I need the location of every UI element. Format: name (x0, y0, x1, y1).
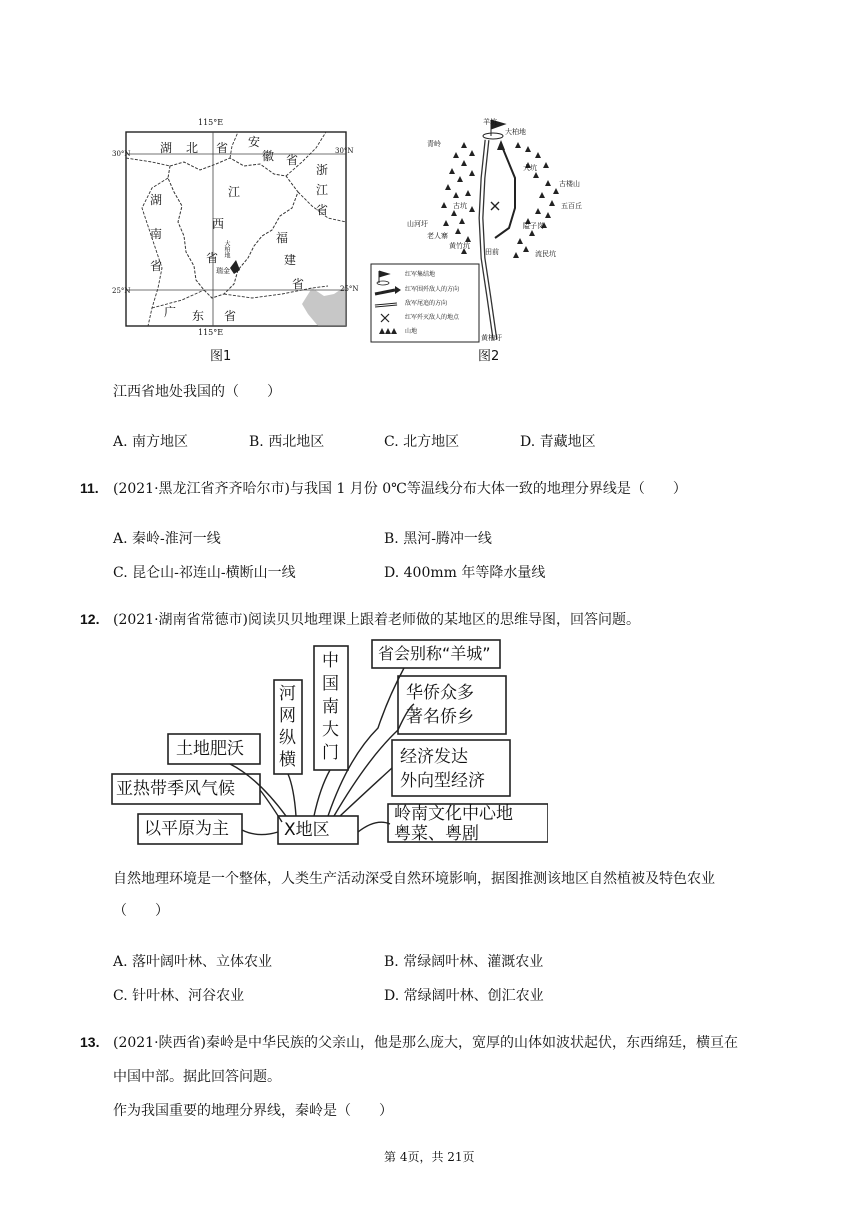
legend-mountain: 山地 (405, 328, 418, 335)
figure-1-caption: 图1 (210, 349, 232, 364)
q10-option-b[interactable]: B. 西北地区 (249, 434, 325, 450)
mm-center: X地区 (284, 820, 330, 840)
place-shanhexu: 山河圩 (407, 220, 428, 228)
figure-1-map (112, 118, 358, 344)
q13-number: 13. (80, 1034, 100, 1050)
label-hunan-3: 省 (150, 259, 163, 273)
place-liumin: 流民坑 (535, 250, 556, 258)
label-jiangxi-2: 西 (212, 217, 225, 231)
label-hubei-3: 省 (216, 141, 229, 155)
place-tianqian: 田前 (485, 248, 499, 256)
mm-right2-line1: 经济发达 (400, 747, 468, 767)
mm-vertical2-3: 南 (322, 697, 339, 717)
place-gukeng: 古坑 (453, 202, 467, 210)
q10-option-d[interactable]: D. 青藏地区 (520, 434, 596, 450)
mm-right3-line1: 岭南文化中心地 (394, 804, 513, 824)
mm-left-3: 以平原为主 (144, 819, 229, 839)
figure-2-caption: 图2 (478, 349, 500, 364)
mm-vertical1-4: 横 (279, 750, 296, 770)
q11-stem: (2021·黑龙江省齐齐哈尔市)与我国 1 月份 0℃等温线分布大体一致的地理分界线是（ ） (113, 481, 687, 497)
mm-right1-line1: 华侨众多 (406, 683, 474, 703)
q13-stem-line1: (2021·陕西省)秦岭是中华民族的父亲山，他是那么庞大，宽厚的山体如波状起伏，东西绵廷，横亘在 (113, 1035, 739, 1051)
place-wuxiang: 五百丘 (561, 202, 582, 210)
mm-vertical2-4: 大 (322, 720, 339, 740)
q13-stem-line2: 中国中部。据此回答问题。 (113, 1069, 281, 1085)
mm-vertical1-1: 河 (279, 684, 296, 704)
place-laoren: 老人寨 (427, 232, 448, 240)
q13-sub-stem: 作为我国重要的地理分界线，秦岭是（ ） (113, 1103, 393, 1119)
place-gulou: 古楼山 (559, 180, 580, 188)
label-fujian-1: 福 (276, 231, 289, 245)
legend-pursuit: 敌军尾追的方向 (405, 300, 448, 307)
q11-option-a[interactable]: A. 秦岭-淮河一线 (113, 531, 221, 547)
q10-stem: 江西省地处我国的（ ） (113, 384, 281, 400)
mm-vertical2-1: 中 (322, 651, 339, 671)
q12-option-a[interactable]: A. 落叶阔叶林、立体农业 (113, 954, 273, 970)
mm-vertical2-5: 门 (322, 743, 339, 763)
mm-vertical1-3: 纵 (279, 728, 296, 748)
q11-option-b[interactable]: B. 黑河-腾冲一线 (384, 531, 492, 547)
q10-option-c[interactable]: C. 北方地区 (384, 434, 460, 450)
label-guangdong-3: 省 (224, 309, 237, 323)
label-hubei-2: 北 (186, 141, 199, 155)
legend-annihilate: 红军歼灭敌人的地点 (405, 314, 460, 321)
label-ruijin: 瑞金 (216, 267, 230, 275)
label-dabaidi-small: 大柏地 (223, 240, 230, 258)
lat25-right: 25°N (340, 285, 359, 293)
lat25-left: 25°N (112, 287, 131, 295)
place-dizi: 隘子岗 (523, 222, 544, 230)
mm-right3-line2: 粤菜、粤剧 (394, 824, 479, 844)
place-qingling: 青岭 (427, 140, 441, 148)
place-yangkeng: 羊坑 (483, 118, 497, 126)
label-sheng-ne: 省 (286, 153, 299, 167)
q11-option-d[interactable]: D. 400mm 年等降水量线 (384, 565, 546, 581)
mm-top: 省会别称“羊城” (378, 644, 491, 663)
place-huangbaixu: 黄柏圩 (481, 334, 502, 342)
q12-stem: (2021·湖南省常德市)阅读贝贝地理课上跟着老师做的某地区的思维导图，回答问题。 (113, 612, 641, 628)
label-jiangxi-3: 省 (206, 251, 219, 265)
label-guangdong-1: 广 (164, 305, 177, 319)
legend-encircle: 红军围歼敌人的方向 (405, 286, 460, 293)
mm-vertical2-2: 国 (322, 674, 339, 694)
lat30-right: 30°N (335, 147, 354, 155)
label-hunan-2: 南 (150, 227, 163, 241)
lat30-left: 30°N (112, 150, 131, 158)
q12-number: 12. (80, 611, 100, 627)
label-guangdong-2: 东 (192, 309, 205, 323)
q10-option-a[interactable]: A. 南方地区 (113, 434, 189, 450)
q12-sub-stem-1: 自然地理环境是一个整体，人类生产活动深受自然环境影响，据图推测该地区自然植被及特色农业 (113, 871, 715, 887)
q12-sub-stem-2: （ ） (113, 903, 169, 919)
place-dabaidi: 大柏地 (505, 128, 526, 136)
label-zhejiang-1: 浙 (316, 163, 329, 177)
label-hunan-1: 湖 (150, 193, 163, 207)
label-fujian-3: 省 (292, 277, 305, 291)
label-zhejiang-2: 江 (316, 183, 329, 197)
lon-label-bottom: 115°E (198, 328, 224, 337)
mm-left-2: 亚热带季风气候 (116, 779, 235, 799)
label-anhui-2: 徽 (262, 149, 275, 163)
mm-right1-line2: 著名侨乡 (406, 707, 474, 727)
mind-map (108, 638, 548, 848)
label-anhui-1: 安 (248, 135, 261, 149)
label-jiangxi-1: 江 (228, 185, 241, 199)
q11-option-c[interactable]: C. 昆仑山-祁连山-横断山一线 (113, 565, 296, 581)
page-footer: 第 4页，共 21页 (384, 1150, 475, 1164)
mm-right2-line2: 外向型经济 (400, 771, 485, 791)
figure-2-battle-map (365, 118, 605, 346)
q12-option-b[interactable]: B. 常绿阔叶林、灌溉农业 (384, 954, 544, 970)
place-dakeng: 大坑 (523, 164, 537, 172)
legend-assembly: 红军集结地 (405, 271, 436, 278)
mm-vertical1-2: 网 (279, 706, 296, 726)
q12-option-d[interactable]: D. 常绿阔叶林、创汇农业 (384, 988, 544, 1004)
label-hubei-1: 湖 (160, 141, 173, 155)
label-fujian-2: 建 (284, 253, 297, 267)
place-huangzhu: 黄竹坑 (449, 242, 470, 250)
label-zhejiang-3: 省 (316, 203, 329, 217)
mm-left-1: 土地肥沃 (176, 739, 244, 759)
lon-label-top: 115°E (198, 118, 224, 127)
q12-option-c[interactable]: C. 针叶林、河谷农业 (113, 988, 245, 1004)
q11-number: 11. (80, 480, 99, 496)
